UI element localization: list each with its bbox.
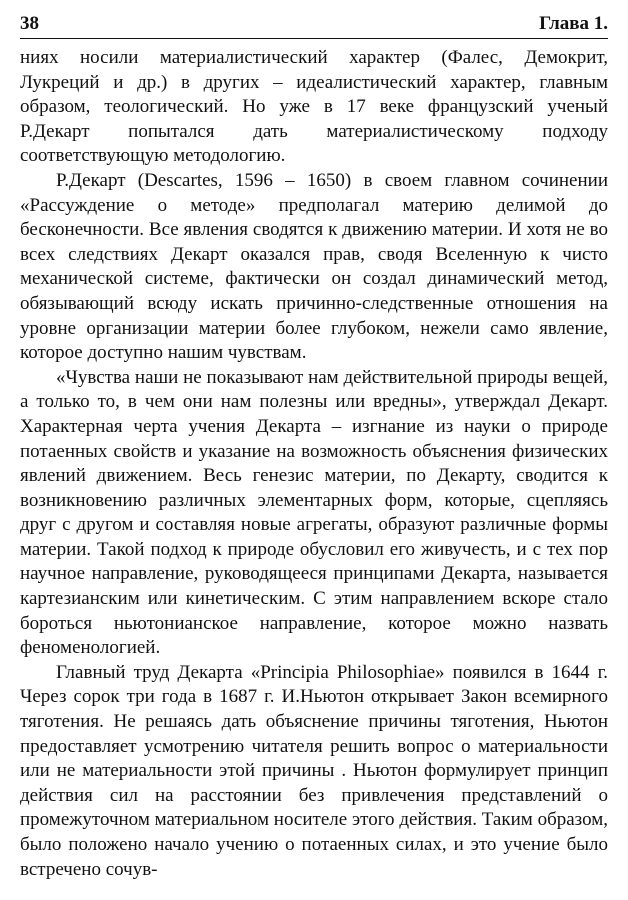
paragraph-2: Р.Декарт (Descartes, 1596 – 1650) в своем главном сочинении «Рассуждение о методе» предполагал материю делимой до бесконечности. Все явления сводятся к движению материи. И хотя не во всех следствиях Декарт оказался прав, сводя Вселенную к чисто механической системе, фактически он создал динамический метод, обязывающий всюду искать причинно-следственные отношения на уровне организации материи более глубоком, нежели само явление, которое доступно нашим чувствам. [20,169,608,364]
chapter-title: Глава 1. [539,13,608,34]
paragraph-4: Главный труд Декарта «Principia Philosophiae» появился в 1644 г. Через сорок три года в 1687 г. И.Ньютон открывает Закон всемирного тяготения. Не решаясь дать объяснение причины тяготения, Ньютон предоставляет усмотрению читателя решить вопрос о материальности или не материальности этой причины . Ньютон формулирует принцип действия сил на расстоянии без привлечения представлений о промежуточном материальном носителе этого действия. Таким образом, было положено начало учению о потаенных силах, и это учение было встречено сочув- [20,661,608,880]
page-body [20,46,608,882]
page-number: 38 [20,13,39,34]
paragraph-3: «Чувства наши не показывают нам действительной природы вещей, а только то, в чем они нам полезны или вредны», утверждал Декарт. Характерная черта учения Декарта – изгнание из науки о природе потаенных свойств и указание на возможность объяснения физических явлений движением. Весь генезис материи, по Декарту, сводится к возникновению различных элементарных форм, которые, сцепляясь друг с другом и составляя новые агрегаты, образуют различные формы материи. Такой подход к природе обусловил его живучесть, и с тех пор научное направление, руководящееся принципами Декарта, называется картезианским или кинетическим. С этим направлением вскоре стало бороться ньютонианское направление, которое можно назвать феноменологией. [20,366,608,659]
paragraph-1: ниях носили материалистический характер (Фалес, Демокрит, Лукреций и др.) в других – идеалистический характер, главным образом, теологический. Но уже в 17 веке французский ученый Р.Декарт попытался дать материалистическому подходу соответствующую методологию. [20,47,608,167]
page-header [20,8,608,39]
